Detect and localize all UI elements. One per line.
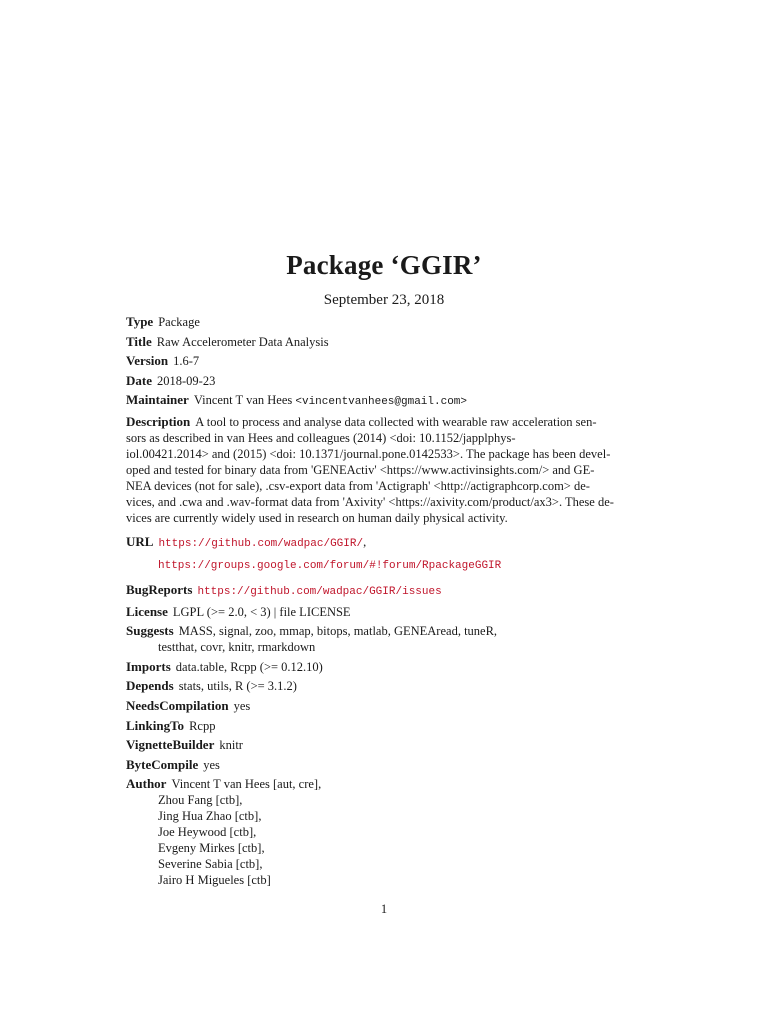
field-imports <box>126 659 646 675</box>
field-key: Title <box>126 333 152 349</box>
field-key: License <box>126 603 168 619</box>
field-key: URL <box>126 533 154 549</box>
url-link-github[interactable]: https://github.com/wadpac/GGIR/ <box>158 537 364 550</box>
field-date <box>126 373 646 389</box>
field-license <box>126 604 646 620</box>
field-description <box>126 414 646 526</box>
field-value: data.table, Rcpp (>= 0.12.10) <box>175 659 323 674</box>
author-list <box>126 792 646 888</box>
author-name: Jairo H Migueles [ctb] <box>158 873 271 888</box>
description-fields <box>126 314 646 892</box>
description-line: sors as described in van Hees and colleagues (2014) <doi: 10.1152/japplphys- <box>126 430 516 445</box>
field-value: 2018-09-23 <box>157 373 216 388</box>
field-value: Package <box>158 315 200 329</box>
field-value: Raw Accelerometer Data Analysis <box>156 334 329 349</box>
maintainer-name: Vincent T van Hees <box>193 393 293 408</box>
field-key: Author <box>126 776 167 792</box>
description-line: vices are currently widely used in research on human daily physical activity. <box>126 510 508 525</box>
field-value: MASS, signal, zoo, mmap, bitops, matlab, GENEAread, tuneR, <box>178 624 498 639</box>
field-needscompilation <box>126 698 646 714</box>
field-title <box>126 334 646 350</box>
description-line: A tool to process and analyse data collected with wearable raw acceleration sen- <box>195 414 597 429</box>
package-date: September 23, 2018 <box>323 292 445 308</box>
description-line: oped and tested for binary data from 'GENEActiv' <https://www.activinsights.com/> and GE- <box>126 462 595 477</box>
field-suggests <box>126 623 646 655</box>
field-key: ByteCompile <box>126 756 199 772</box>
field-key: Version <box>126 353 169 369</box>
field-bytecompile <box>126 757 646 773</box>
field-author <box>126 776 646 888</box>
author-name: Evgeny Mirkes [ctb], <box>158 841 265 856</box>
field-key: Imports <box>126 658 171 674</box>
author-name: Zhou Fang [ctb], <box>158 793 243 808</box>
field-value: LGPL (>= 2.0, < 3) | file LICENSE <box>172 604 351 619</box>
field-value: knitr <box>219 738 243 753</box>
field-bugreports <box>126 582 646 600</box>
field-key: VignetteBuilder <box>126 737 215 753</box>
field-key: Type <box>126 314 154 329</box>
field-value: stats, utils, R (>= 3.1.2) <box>178 679 297 694</box>
field-version <box>126 353 646 369</box>
bugreports-link[interactable]: https://github.com/wadpac/GGIR/issues <box>197 585 442 598</box>
field-linkingto <box>126 718 646 734</box>
author-name: Severine Sabia [ctb], <box>158 857 263 872</box>
field-value: yes <box>203 757 220 772</box>
field-key: Description <box>126 413 191 429</box>
field-maintainer <box>126 392 646 410</box>
field-url: URL https://github.com/wadpac/GGIR/, https://groups.google.com/forum/#!forum/RpackageGGIR <box>126 533 502 572</box>
field-value: testthat, covr, knitr, rmarkdown <box>158 640 316 655</box>
field-key: Suggests <box>126 623 174 639</box>
page-number: 1 <box>380 902 388 916</box>
package-title: Package ‘GGIR’ <box>286 250 482 280</box>
description-line: iol.00421.2014> and (2015) <doi: 10.1371/journal.pone.0142533>. The package has been devel- <box>126 446 611 461</box>
author-name: Jing Hua Zhao [ctb], <box>158 809 262 824</box>
url-link-google-groups[interactable]: https://groups.google.com/forum/#!forum/RpackageGGIR <box>158 559 502 572</box>
field-key: Date <box>126 372 152 388</box>
description-line: vices, and .cwa and .wav-format data from 'Axivity' <https://axivity.com/product/ax3>. These de- <box>126 494 614 509</box>
field-value: Rcpp <box>189 718 216 733</box>
field-key: BugReports <box>126 581 193 597</box>
field-depends <box>126 678 646 694</box>
field-type <box>126 314 646 330</box>
field-key: Maintainer <box>126 392 189 408</box>
field-vignettebuilder <box>126 737 646 753</box>
field-value: 1.6-7 <box>173 354 200 369</box>
description-line: NEA devices (not for sale), .csv-export data from 'Actigraph' <http://actigraphcorp.com> de- <box>126 478 590 493</box>
author-name: Vincent T van Hees [aut, cre], <box>171 777 322 792</box>
author-name: Joe Heywood [ctb], <box>158 825 257 840</box>
maintainer-email: <vincentvanhees@gmail.com> <box>295 396 468 409</box>
field-key: Depends <box>126 678 174 694</box>
field-key: LinkingTo <box>126 717 185 733</box>
field-value: yes <box>233 698 251 713</box>
field-key: NeedsCompilation <box>126 697 229 713</box>
